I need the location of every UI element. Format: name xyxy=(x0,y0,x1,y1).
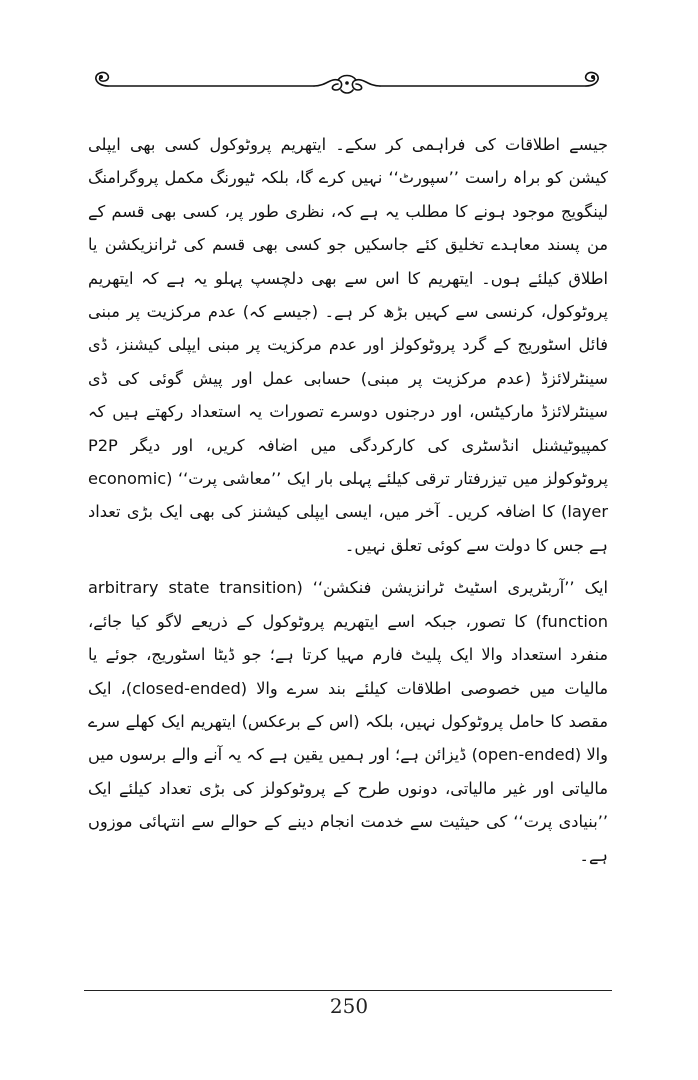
main-text xyxy=(88,128,608,872)
page-number: 250 xyxy=(329,994,369,1018)
paragraph-spacer xyxy=(88,562,608,571)
header-ornament xyxy=(86,66,608,102)
paragraph-1: جیسے اطلاقات کی فراہمی کر سکے۔ ایتھریم پروٹوکول کسی بھی ایپلی کیشن کو براہ راست ’’سپورٹ‘‘ نہیں کرے گا، بلکہ ٹیورنگ مکمل پروگرامنگ لینگویج موجود ہونے کا مطلب یہ ہے کہ، نظری طور پر، کسی بھی قسم کے من پسند معاہدے تخلیق کئے جاسکیں جو کسی بھی قسم کی ٹرانزیکشن یا اطلاق کیلئے ہوں۔ ایتھریم کا اس سے بھی دلچسپ پہلو یہ ہے کہ ایتھریم پروٹوکول، کرنسی سے کہیں بڑھ کر ہے۔ (جیسے کہ) عدم مرکزیت پر مبنی فائل اسٹوریج کے گرد پروٹوکولز اور عدم مرکزیت پر مبنی ایپلی کیشنز، ڈی سینٹرلائزڈ (عدم مرکزیت پر مبنی) حسابی عمل اور پیش گوئی کی ڈی سینٹرلائزڈ مارکیٹس، اور درجنوں دوسرے تصورات یہ استعداد رکھتے ہیں کہ کمپیوٹیشنل انڈسٹری کی کارکردگی میں اضافہ کریں، اور دیگر P2P پروٹوکولز میں تیزرفتار ترقی کیلئے پہلی بار ایک ’’معاشی پرت‘‘ (economic layer) کا اضافہ کریں۔ آخر میں، ایسی ایپلی کیشنز کی بھی ایک بڑی تعداد ہے جس کا دولت سے کوئی تعلق نہیں۔ xyxy=(88,135,608,555)
footer-divider xyxy=(84,990,612,991)
paragraph-2: ایک ’’آربٹریری اسٹیٹ ٹرانزیشن فنکشن‘‘ (arbitrary state transition function) کا تصور، جبکہ اسے ایتھریم پروٹوکول کے ذریعے لاگو کیا جائے، منفرد استعداد والا ایک پلیٹ فارم مہیا کرتا ہے؛ جو ڈیٹا اسٹوریج، جوئے یا مالیات میں خصوصی اطلاقات کیلئے بند سرے والا (closed-ended)، ایک مقصد کا حامل پروٹوکول نہیں، بلکہ (اس کے برعکس) ایتھریم ایک کھلے سرے والا (open-ended) ڈیزائن ہے؛ اور ہمیں یقین ہے کہ یہ آنے والے برسوں میں مالیاتی اور غیر مالیاتی، دونوں طرح کے پروٹوکولز کی بڑی تعداد کیلئے ایک ’’بنیادی پرت‘‘ کی حیثیت سے خدمت انجام دینے کے حوالے سے انتہائی موزوں ہے۔ xyxy=(88,578,608,865)
